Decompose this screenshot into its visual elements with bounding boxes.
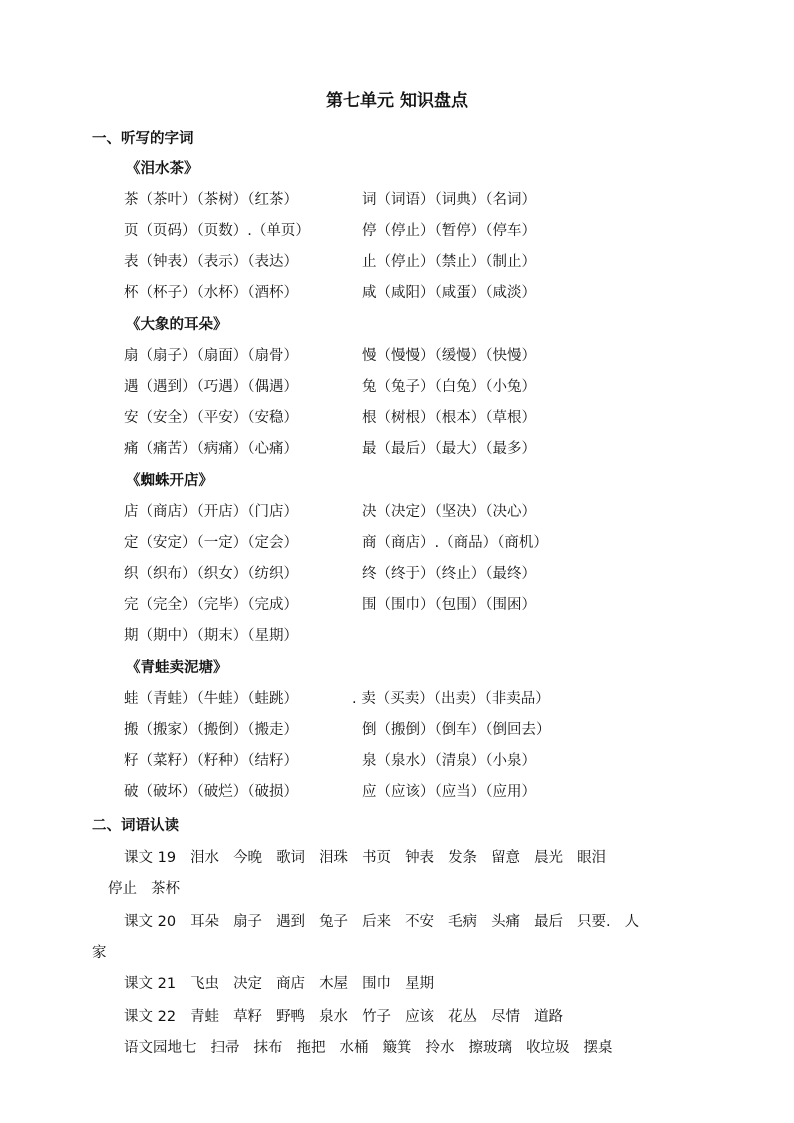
vocab-word: 飞虫 [190, 976, 220, 992]
word-entry: 破（破坏）（破烂）（破损） [124, 784, 298, 800]
lesson-title: 《青蛙卖泥塘》 [126, 660, 228, 676]
word-entry: 杯（杯子）（水杯）（酒杯） [124, 285, 298, 301]
word-entry: 搬（搬家）（搬倒）（搬走） [124, 722, 298, 738]
word-entry: 安（安全）（平安）（安稳） [124, 410, 298, 426]
word-entry: 词（词语）（词典）（名词） [362, 192, 536, 208]
word-entry: 最（最后）（最大）（最多） [362, 441, 536, 457]
word-entry: 店（商店）（开店）（门店） [124, 504, 298, 520]
vocab-line-20-cont [92, 941, 121, 962]
word-entry: 商（商店）.（商品）（商机） [362, 535, 548, 551]
vocab-word: 晨光 [534, 850, 564, 866]
vocab-word: 发条 [448, 850, 478, 866]
word-entry: 期（期中）（期末）（星期） [124, 628, 298, 644]
lesson-label: 课文 19 [124, 850, 177, 866]
vocab-word: 停止 [108, 881, 137, 897]
vocab-word: 家 [92, 945, 107, 961]
vocab-word: 人 [624, 914, 640, 930]
lesson-label: 课文 20 [124, 914, 177, 930]
vocab-word: 毛病 [448, 914, 478, 930]
word-entry: 应（应该）（应当）（应用） [362, 784, 536, 800]
vocab-word: 青蛙 [190, 1009, 220, 1025]
vocab-word: 野鸭 [276, 1009, 306, 1025]
vocab-word: 道路 [534, 1009, 564, 1025]
vocab-word: 擦玻璃 [468, 1040, 512, 1056]
vocab-word: 尽情 [491, 1009, 521, 1025]
vocab-word: 木屋 [319, 976, 349, 992]
vocab-word: 扫帚 [210, 1040, 240, 1056]
vocab-word: 头痛 [491, 914, 521, 930]
lesson-label: 课文 22 [124, 1009, 177, 1025]
word-entry: . 卖（买卖）（出卖）（非卖品） [352, 691, 550, 707]
word-entry: 终（终于）（终止）（最终） [362, 566, 536, 582]
vocab-word: 扇子 [233, 914, 263, 930]
vocab-word: 簸箕 [382, 1040, 412, 1056]
vocab-word: 只要. [577, 914, 611, 930]
vocab-line-22 [124, 1005, 577, 1026]
vocab-word: 耳朵 [190, 914, 220, 930]
vocab-word: 茶杯 [151, 881, 180, 897]
word-entry: 页（页码）（页数）.（单页） [124, 223, 310, 239]
vocab-word: 歌词 [276, 850, 306, 866]
vocab-word: 水桶 [339, 1040, 369, 1056]
vocab-word: 竹子 [362, 1009, 392, 1025]
vocab-line-20 [124, 910, 653, 931]
vocab-word: 泪珠 [319, 850, 349, 866]
word-entry: 完（完全）（完毕）（完成） [124, 597, 298, 613]
word-entry: 根（树根）（根本）（草根） [362, 410, 536, 426]
vocab-word: 商店 [276, 976, 306, 992]
vocab-word: 摆桌 [583, 1040, 613, 1056]
vocab-word: 钟表 [405, 850, 435, 866]
lesson-label: 课文 21 [124, 976, 177, 992]
vocab-word: 星期 [405, 976, 435, 992]
vocab-word: 遇到 [276, 914, 306, 930]
word-entry: 止（停止）（禁止）（制止） [362, 254, 536, 270]
lesson-title: 《泪水茶》 [126, 161, 199, 177]
word-entry: 兔（兔子）（白兔）（小兔） [362, 379, 536, 395]
word-entry: 倒（搬倒）（倒车）（倒回去） [362, 722, 551, 738]
word-entry: 籽（菜籽）（籽种）（结籽） [124, 753, 298, 769]
vocab-word: 拖把 [296, 1040, 326, 1056]
section-heading-reading: 二、词语认读 [92, 818, 179, 834]
section-heading-dictation: 一、听写的字词 [92, 131, 194, 147]
vocab-word: 花丛 [448, 1009, 478, 1025]
word-entry: 决（决定）（坚决）（决心） [362, 504, 536, 520]
lesson-title: 《大象的耳朵》 [126, 317, 228, 333]
word-entry: 遇（遇到）（巧遇）（偶遇） [124, 379, 298, 395]
word-entry: 茶（茶叶）（茶树）（红茶） [124, 192, 298, 208]
word-entry: 表（钟表）（表示）（表达） [124, 254, 298, 270]
vocab-word: 眼泪 [577, 850, 607, 866]
vocab-line-19 [124, 846, 620, 867]
vocab-word: 应该 [405, 1009, 435, 1025]
vocab-word: 草籽 [233, 1009, 263, 1025]
vocab-word: 不安 [405, 914, 435, 930]
vocab-word: 泉水 [319, 1009, 349, 1025]
vocab-word: 后来 [362, 914, 392, 930]
vocab-line-21 [124, 972, 448, 993]
word-entry: 痛（痛苦）（病痛）（心痛） [124, 441, 298, 457]
page-title: 第七单元 知识盘点 [326, 91, 468, 111]
vocab-word: 兔子 [319, 914, 349, 930]
vocab-line-19-cont [108, 877, 194, 898]
vocab-word: 书页 [362, 850, 392, 866]
vocab-word: 决定 [233, 976, 263, 992]
vocab-word: 围巾 [362, 976, 392, 992]
vocab-word: 拎水 [425, 1040, 455, 1056]
word-entry: 咸（咸阳）（咸蛋）（咸淡） [362, 285, 536, 301]
vocab-word: 泪水 [190, 850, 220, 866]
lesson-label: 语文园地七 [124, 1040, 197, 1056]
word-entry: 泉（泉水）（清泉）（小泉） [362, 753, 536, 769]
vocab-line-garden [124, 1036, 627, 1057]
word-entry: 慢（慢慢）（缓慢）（快慢） [362, 348, 536, 364]
vocab-word: 抹布 [253, 1040, 283, 1056]
word-entry: 蛙（青蛙）（牛蛙）（蛙跳） [124, 691, 298, 707]
word-entry: 定（安定）（一定）（定会） [124, 535, 298, 551]
word-entry: 停（停止）（暂停）（停车） [362, 223, 536, 239]
vocab-word: 留意 [491, 850, 521, 866]
vocab-word: 收垃圾 [526, 1040, 570, 1056]
word-entry: 围（围巾）（包围）（围困） [362, 597, 536, 613]
lesson-title: 《蜘蛛开店》 [126, 473, 213, 489]
word-entry: 织（织布）（织女）（纺织） [124, 566, 298, 582]
word-entry: 扇（扇子）（扇面）（扇骨） [124, 348, 298, 364]
vocab-word: 最后 [534, 914, 564, 930]
vocab-word: 今晚 [233, 850, 263, 866]
